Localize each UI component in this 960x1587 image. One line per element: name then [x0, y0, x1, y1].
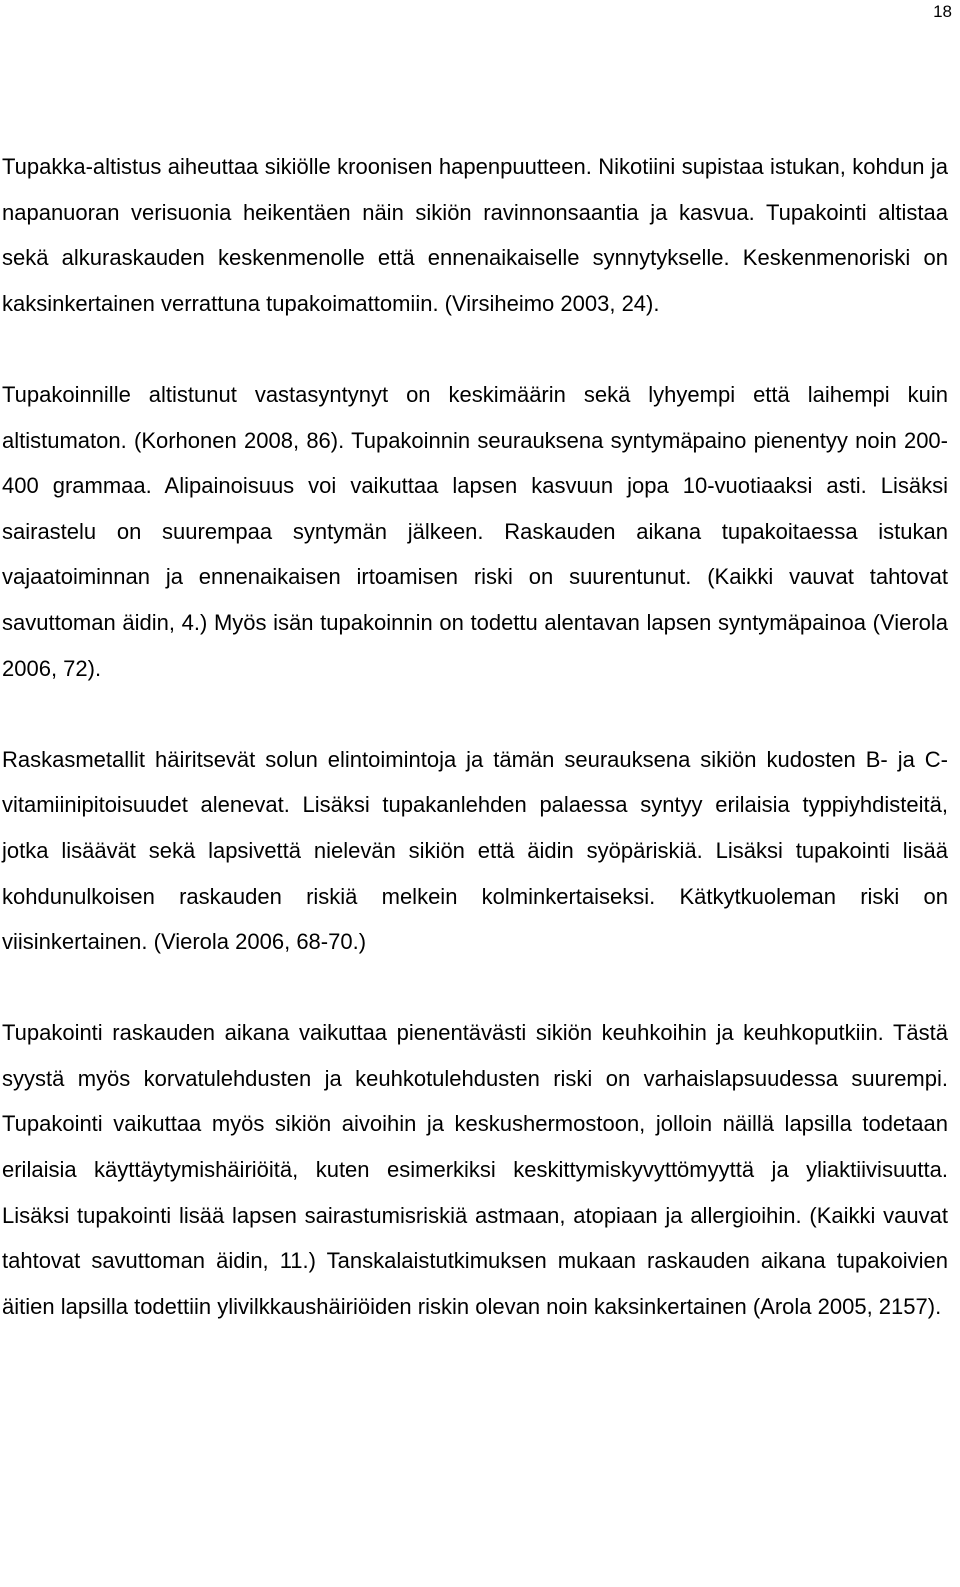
paragraph-birth-weight: Tupakoinnille altistunut vastasyntynyt on keskimäärin sekä lyhyempi että laihempi kuin altistumaton. (Korhonen 2008, 86). Tupakoinnin seurauksena syntymäpaino pienentyy noin 200-400 grammaa. Alipainoisuus voi vaikuttaa lapsen kasvuun jopa 10-vuotiaaksi asti. Lisäksi sairastelu on suurempaa syntymän jälkeen. Raskauden aikana tupakoitaessa istukan vajaatoiminnan ja ennenaikaisen irtoamisen riski on suurentunut. (Kaikki vauvat tahtovat savuttoman äidin, 4.) Myös isän tupakoinnin on todettu alentavan lapsen syntymäpainoa (Vierola 2006, 72). [2, 381, 948, 681]
page-number: 18 [933, 2, 952, 21]
paragraph-lung-development: Tupakointi raskauden aikana vaikuttaa pienentävästi sikiön keuhkoihin ja keuhkoputkiin. Tästä syystä myös korvatulehdusten ja keuhkotulehdusten riski on varhaislapsuudessa suurempi. Tupakointi vaikuttaa myös sikiön aivoihin ja keskushermostoon, jolloin näillä lapsilla todetaan erilaisia käyttäytymishäiriöitä, kuten esimerkiksi keskittymiskyvyttömyyttä ja yliaktiivisuutta. Lisäksi tupakointi lisää lapsen sairastumisriskiä astmaan, atopiaan ja allergioihin. (Kaikki vauvat tahtovat savuttoman äidin, 11.) Tanskalaistutkimuksen mukaan raskauden aikana tupakoivien äitien lapsilla todettiin ylivilkkaushäiriöiden riskin olevan noin kaksinkertainen (Arola 2005, 2157). [2, 1020, 948, 1319]
paragraph-heavy-metals: Raskasmetallit häiritsevät solun elintoimintoja ja tämän seurauksena sikiön kudosten B- ja C-vitamiinipitoisuudet alenevat. Lisäksi tupakanlehden palaessa syntyy erilaisia typpiyhdisteitä, jotka lisäävät sekä lapsivettä nielevän sikiön että äidin syöpäriskiä. Lisäksi tupakointi lisää kohdunulkoisen raskauden riskiä melkein kolminkertaiseksi. Kätkytkuoleman riski on viisinkertainen. (Vierola 2006, 68-70.) [2, 746, 948, 955]
document-body [2, 144, 948, 1329]
paragraph-smoking-exposure: Tupakka-altistus aiheuttaa sikiölle kroonisen hapenpuutteen. Nikotiini supistaa istukan, kohdun ja napanuoran verisuonia heikentäen näin sikiön ravinnonsaantia ja kasvua. Tupakointi altistaa sekä alkuraskauden keskenmenolle että ennenaikaiselle synnytykselle. Keskenmenoriski on kaksinkertainen verrattuna tupakoimattomiin. (Virsiheimo 2003, 24). [2, 154, 948, 316]
